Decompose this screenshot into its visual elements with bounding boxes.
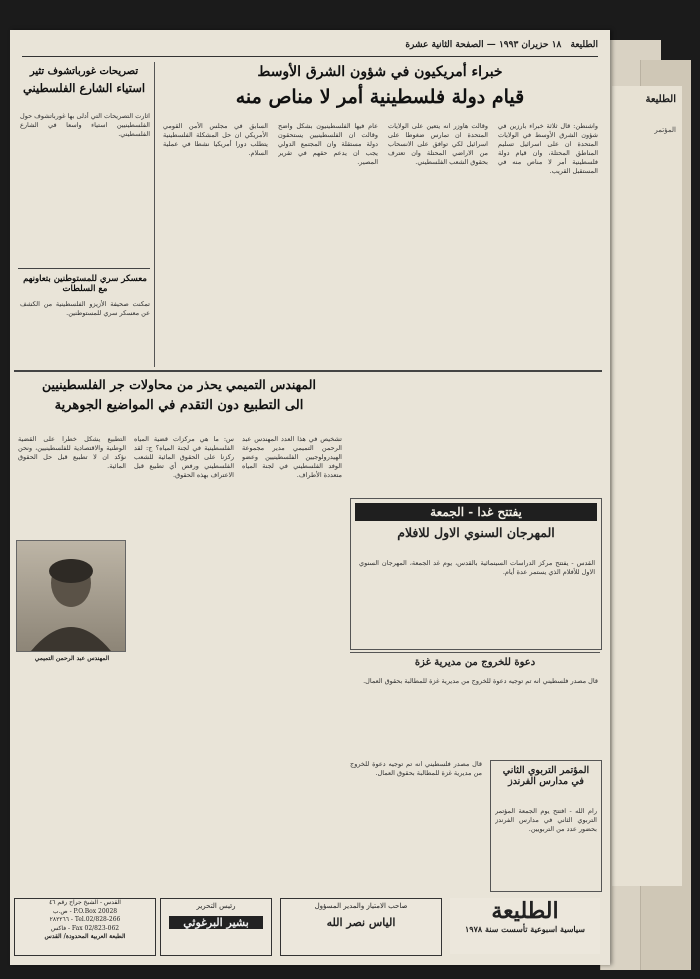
festival-box — [350, 498, 602, 650]
address-line-1: القدس - الشيخ جراح رقم ٤٦ — [49, 899, 121, 906]
portrait-photo — [16, 540, 126, 652]
footer-masthead: الطليعة — [491, 898, 559, 924]
responsible-name: الياس نصر الله — [326, 916, 396, 929]
gaza-headline: دعوة للخروج من مديرية غزة — [414, 657, 536, 668]
festival-body: القدس - يفتتح مركز الدراسات السينمائية بالقدس، يوم غد الجمعة، المهرجان السنوي الاول للأفلام الذي يستمر عدة أيام. — [359, 559, 595, 576]
festival-headline: يفتتح غدا - الجمعة — [355, 503, 597, 521]
issue-date: ١٨ حزيران ١٩٩٣ — [498, 40, 562, 50]
address-line-4: Fax 02/823-062 - فاكس — [50, 924, 120, 932]
interview-col-1: تشخيص في هذا العدد المهندس عبد الرحمن التميمي مدير مجموعة الهيدرولوجيين الفلسطينيين وعضو الوفد الفلسطيني في لجنة المياه متعددة الأطراف. — [242, 435, 342, 479]
photo-caption: المهندس عبد الرحمن التميمي — [34, 655, 110, 662]
side-page — [612, 86, 682, 886]
left-story — [14, 62, 155, 367]
side-page-snippet: المؤتمر — [654, 126, 676, 134]
top-story-col-2: وقالت هاوزر انه يتعين على الولايات المتحدة ان تمارس ضغوطا على اسرائيل لكي توافق على الانسحاب من الاراضي المحتلة وان تعترف بحقوق الشعب الفلسطيني. — [388, 122, 488, 166]
footer-tagline: سياسية اسبوعية تأسست سنة ١٩٧٨ — [464, 924, 585, 934]
top-story — [160, 62, 600, 367]
gaza-story — [350, 652, 600, 753]
page-label: الصفحة الثانية عشرة — [405, 40, 484, 50]
page-header: الطليعة ١٨ حزيران ١٩٩٣ — الصفحة الثانية عشرة — [22, 38, 598, 57]
conference-box — [490, 760, 602, 892]
top-story-kicker: خبراء أمريكيون في شؤون الشرق الأوسط — [257, 64, 503, 80]
side-page-masthead: الطليعة — [645, 94, 676, 105]
editor-label: رئيس التحرير — [196, 902, 236, 910]
top-story-col-1: واشنطن: قال ثلاثة خبراء بارزين في شؤون الشرق الأوسط في الولايات المتحدة ان على اسرائيل تسليم المناطق المحتلة، وان قيام دولة فلسطينية أمر لا مناص منه في المستقبل القريب. — [498, 122, 598, 175]
publisher: الطبعة العربية المحدودة/ القدس — [44, 933, 126, 940]
masthead-footer — [450, 898, 600, 954]
top-story-headline: قيام دولة فلسطينية أمر لا مناص منه — [235, 86, 525, 108]
editor-box — [160, 898, 272, 956]
conference-body: رام الله - افتتح يوم الجمعة المؤتمر التربوي الثاني في مدارس الفرندز بحضور عدد من التربويين. — [495, 807, 597, 833]
interview-headline-1: المهندس التميمي يحذر من محاولات جر الفلسطينيين — [42, 377, 316, 392]
interview-col-3: التطبيع يشكل خطرا على القضية الوطنية والاقتصادية للفلسطينيين، ونحن نؤكد ان لا تطبيع قبل حل الحقوق المائية. — [18, 435, 126, 470]
address-box — [14, 898, 156, 956]
interview-story — [14, 375, 344, 895]
editor-name: بشير البرغوثي — [169, 916, 263, 929]
left-story-body: اثارت التصريحات التي أدلى بها غورباتشوف حول الفلسطينيين استياء واسعا في الشارع الفلسطيني. — [20, 112, 150, 138]
interview-col-2: س: ما هي مركزات قضية المياه الفلسطينية في لجنة المياه؟ ج: لقد ركزنا على الحقوق المائية للشعب الفلسطيني ورفض أي تطبيع قبل الاعتراف بهذه الحقوق. — [134, 435, 234, 479]
left-story-kicker: تصريحات غورباتشوف تثير — [29, 66, 139, 77]
gaza-body: قال مصدر فلسطيني انه تم توجيه دعوة للخروج من مديرية غزة للمطالبة بحقوق العمال. — [363, 677, 598, 685]
divider — [18, 268, 150, 269]
conference-headline: المؤتمر التربوي الثاني في مدارس الفرندز — [502, 765, 590, 787]
top-story-col-4: السابق في مجلس الأمن القومي الأمريكي ان حل المشكلة الفلسطينية يتطلب دورا أمريكيا نشطا في عملية السلام. — [163, 122, 268, 157]
address-line-3: Tel.02/828-266 - ٢٨٢٢٦٦ — [49, 916, 121, 923]
left-story-headline: استياء الشارع الفلسطيني — [22, 81, 146, 95]
festival-subheadline: المهرجان السنوي الاول للافلام — [397, 525, 555, 540]
address-line-2: P.O.Box 20028 - ص.ب — [52, 907, 118, 915]
middle-body: قال مصدر فلسطيني انه تم توجيه دعوة للخروج من مديرية غزة للمطالبة بحقوق العمال. — [350, 760, 482, 777]
interview-headline-2: الى التطبيع دون التقدم في المواضيع الجوهرية — [54, 398, 304, 413]
paper-name: الطليعة — [570, 40, 598, 50]
left-sub-body: تمكنت صحيفة الأزيزو الفلسطينية من الكشف عن معسكر سري للمستوطنين. — [20, 300, 150, 317]
responsible-label: صاحب الامتياز والمدير المسؤول — [314, 902, 408, 910]
top-story-col-3: عام فيها الفلسطينيون بشكل واضح وقالت ان الفلسطينيين يستحقون دولة مستقلة وان المجتمع الدولي يجب ان يدعم حقهم في تقرير المصير. — [278, 122, 378, 166]
section-divider — [14, 370, 602, 372]
responsible-box — [280, 898, 442, 956]
portrait-silhouette — [17, 541, 125, 651]
left-sub-headline: معسكر سري للمستوطنين بتعاونهم مع السلطات — [23, 274, 147, 294]
newspaper-page — [10, 30, 610, 965]
